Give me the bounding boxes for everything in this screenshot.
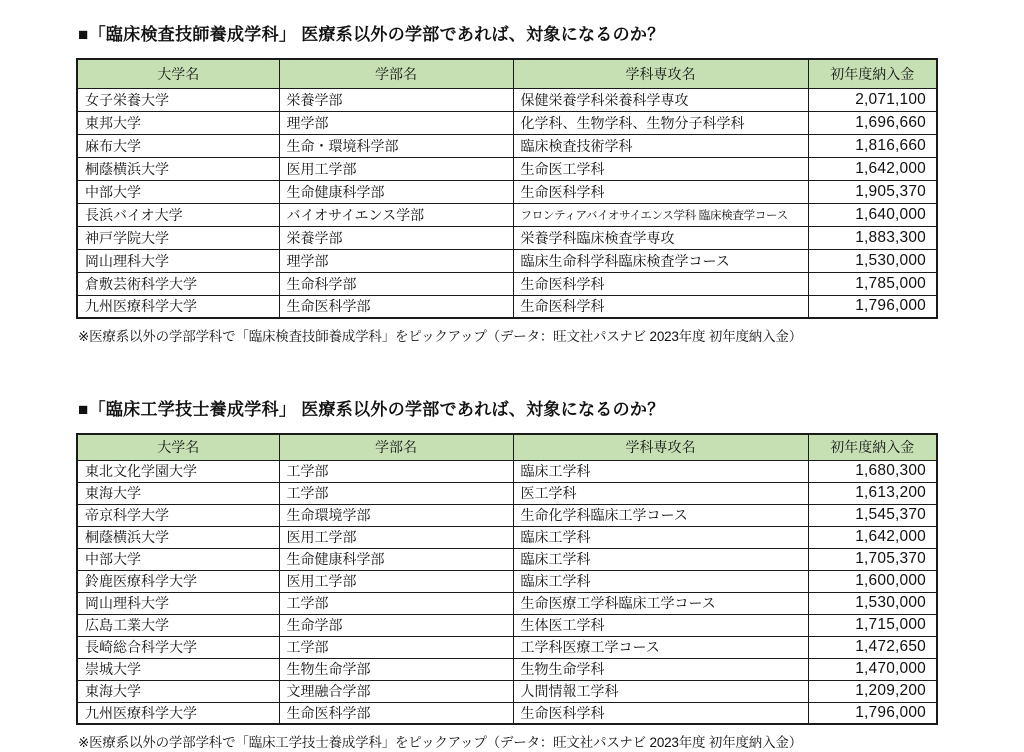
table-row — [77, 272, 937, 295]
faculty-cell: 理学部 — [279, 249, 513, 272]
faculty-cell: 生命医科学部 — [279, 702, 513, 724]
university-cell: 東海大学 — [77, 482, 279, 504]
column-header: 学科専攻名 — [513, 59, 808, 88]
table-row — [77, 504, 937, 526]
tuition-cell: 1,696,660 — [808, 111, 937, 134]
university-cell: 東北文化学園大学 — [77, 460, 279, 482]
tuition-cell: 1,796,000 — [808, 702, 937, 724]
faculty-cell: 理学部 — [279, 111, 513, 134]
table-row — [77, 134, 937, 157]
university-cell: 中部大学 — [77, 180, 279, 203]
department-cell: 臨床工学科 — [513, 570, 808, 592]
university-cell: 岡山理科大学 — [77, 592, 279, 614]
university-cell: 長浜バイオ大学 — [77, 203, 279, 226]
university-cell: 崇城大学 — [77, 658, 279, 680]
faculty-cell: 生命環境学部 — [279, 504, 513, 526]
department-cell: 生命医科学科 — [513, 702, 808, 724]
table-row — [77, 88, 937, 111]
table-row — [77, 203, 937, 226]
university-cell: 倉敷芸術科学大学 — [77, 272, 279, 295]
tuition-table-clinical-laboratory — [76, 58, 938, 319]
department-cell: 保健栄養学科栄養科学専攻 — [513, 88, 808, 111]
department-cell: 生命医工学科 — [513, 157, 808, 180]
university-cell: 広島工業大学 — [77, 614, 279, 636]
column-header: 大学名 — [77, 59, 279, 88]
table-row — [77, 658, 937, 680]
department-cell: 臨床生命科学科臨床検査学コース — [513, 249, 808, 272]
department-cell: 工学科医療工学コース — [513, 636, 808, 658]
faculty-cell: 栄養学部 — [279, 88, 513, 111]
tuition-cell: 1,705,370 — [808, 548, 937, 570]
tuition-cell: 1,530,000 — [808, 249, 937, 272]
faculty-cell: 工学部 — [279, 460, 513, 482]
table-row — [77, 592, 937, 614]
faculty-cell: 医用工学部 — [279, 526, 513, 548]
table-row — [77, 460, 937, 482]
tuition-cell: 1,680,300 — [808, 460, 937, 482]
faculty-cell: 医用工学部 — [279, 157, 513, 180]
faculty-cell: 生命科学部 — [279, 272, 513, 295]
university-cell: 鈴鹿医療科学大学 — [77, 570, 279, 592]
university-cell: 東海大学 — [77, 680, 279, 702]
department-cell: 生命医科学科 — [513, 272, 808, 295]
department-cell: 生命医科学科 — [513, 180, 808, 203]
tuition-cell: 1,470,000 — [808, 658, 937, 680]
tuition-cell: 1,883,300 — [808, 226, 937, 249]
section-title: ■「臨床工学技士養成学科」 医療系以外の学部であれば、対象になるのか？ — [78, 400, 665, 419]
tuition-cell: 1,785,000 — [808, 272, 937, 295]
faculty-cell: 工学部 — [279, 636, 513, 658]
table-row — [77, 482, 937, 504]
faculty-cell: 生命健康科学部 — [279, 180, 513, 203]
tuition-cell: 2,071,100 — [808, 88, 937, 111]
tuition-cell: 1,715,000 — [808, 614, 937, 636]
column-header: 大学名 — [77, 434, 279, 460]
section-clinical-laboratory-technologist — [76, 20, 936, 345]
university-cell: 九州医療科学大学 — [77, 702, 279, 724]
university-cell: 中部大学 — [77, 548, 279, 570]
column-header: 初年度納入金 — [808, 434, 937, 460]
faculty-cell: 生命健康科学部 — [279, 548, 513, 570]
university-cell: 神戸学院大学 — [77, 226, 279, 249]
university-cell: 桐蔭横浜大学 — [77, 526, 279, 548]
column-header: 学部名 — [279, 59, 513, 88]
table-row — [77, 226, 937, 249]
university-cell: 麻布大学 — [77, 134, 279, 157]
table-row — [77, 570, 937, 592]
tuition-cell: 1,642,000 — [808, 157, 937, 180]
department-cell: 化学科、生物学科、生物分子科学科 — [513, 111, 808, 134]
table-row — [77, 636, 937, 658]
faculty-cell: 文理融合学部 — [279, 680, 513, 702]
department-cell: 人間情報工学科 — [513, 680, 808, 702]
tuition-cell: 1,642,000 — [808, 526, 937, 548]
table-row — [77, 295, 937, 318]
table-row — [77, 702, 937, 724]
university-cell: 長崎総合科学大学 — [77, 636, 279, 658]
footnote: ※医療系以外の学部学科で「臨床検査技師養成学科」をピックアップ（データ：旺文社パスナビ 2023年度 初年度納入金） — [78, 329, 802, 344]
tuition-cell: 1,905,370 — [808, 180, 937, 203]
section-title: ■「臨床検査技師養成学科」 医療系以外の学部であれば、対象になるのか？ — [78, 25, 665, 44]
department-cell: 臨床工学科 — [513, 548, 808, 570]
tuition-cell: 1,600,000 — [808, 570, 937, 592]
department-cell: 臨床工学科 — [513, 526, 808, 548]
tuition-cell: 1,816,660 — [808, 134, 937, 157]
section-clinical-engineer — [76, 395, 936, 751]
table-row — [77, 614, 937, 636]
tuition-cell: 1,209,200 — [808, 680, 937, 702]
university-cell: 九州医療科学大学 — [77, 295, 279, 318]
header-row — [77, 434, 937, 460]
faculty-cell: バイオサイエンス学部 — [279, 203, 513, 226]
university-cell: 東邦大学 — [77, 111, 279, 134]
department-cell: 生命化学科臨床工学コース — [513, 504, 808, 526]
university-cell: 帝京科学大学 — [77, 504, 279, 526]
university-cell: 女子栄養大学 — [77, 88, 279, 111]
department-cell: 臨床工学科 — [513, 460, 808, 482]
footnote: ※医療系以外の学部学科で「臨床工学技士養成学科」をピックアップ（データ：旺文社パスナビ 2023年度 初年度納入金） — [78, 735, 802, 750]
department-cell: 生命医療工学科臨床工学コース — [513, 592, 808, 614]
column-header: 初年度納入金 — [808, 59, 937, 88]
faculty-cell: 生命学部 — [279, 614, 513, 636]
tuition-cell: 1,545,370 — [808, 504, 937, 526]
table-row — [77, 157, 937, 180]
faculty-cell: 生命・環境科学部 — [279, 134, 513, 157]
tuition-cell: 1,640,000 — [808, 203, 937, 226]
department-cell: 臨床検査技術学科 — [513, 134, 808, 157]
department-cell: 栄養学科臨床検査学専攻 — [513, 226, 808, 249]
department-cell: 生命医科学科 — [513, 295, 808, 318]
column-header: 学部名 — [279, 434, 513, 460]
tuition-cell: 1,472,650 — [808, 636, 937, 658]
department-cell: 医工学科 — [513, 482, 808, 504]
university-cell: 岡山理科大学 — [77, 249, 279, 272]
header-row — [77, 59, 937, 88]
table-row — [77, 680, 937, 702]
faculty-cell: 栄養学部 — [279, 226, 513, 249]
tuition-cell: 1,530,000 — [808, 592, 937, 614]
table-row — [77, 526, 937, 548]
department-cell: 生物生命学科 — [513, 658, 808, 680]
faculty-cell: 医用工学部 — [279, 570, 513, 592]
faculty-cell: 工学部 — [279, 592, 513, 614]
faculty-cell: 生物生命学部 — [279, 658, 513, 680]
table-row — [77, 548, 937, 570]
table-row — [77, 180, 937, 203]
table-row — [77, 111, 937, 134]
department-cell: 生体医工学科 — [513, 614, 808, 636]
tuition-cell: 1,613,200 — [808, 482, 937, 504]
faculty-cell: 生命医科学部 — [279, 295, 513, 318]
tuition-table-clinical-engineer — [76, 433, 938, 725]
table-row — [77, 249, 937, 272]
tuition-cell: 1,796,000 — [808, 295, 937, 318]
faculty-cell: 工学部 — [279, 482, 513, 504]
university-cell: 桐蔭横浜大学 — [77, 157, 279, 180]
column-header: 学科専攻名 — [513, 434, 808, 460]
department-cell: フロンティアバイオサイエンス学科 臨床検査学コース — [513, 203, 808, 226]
